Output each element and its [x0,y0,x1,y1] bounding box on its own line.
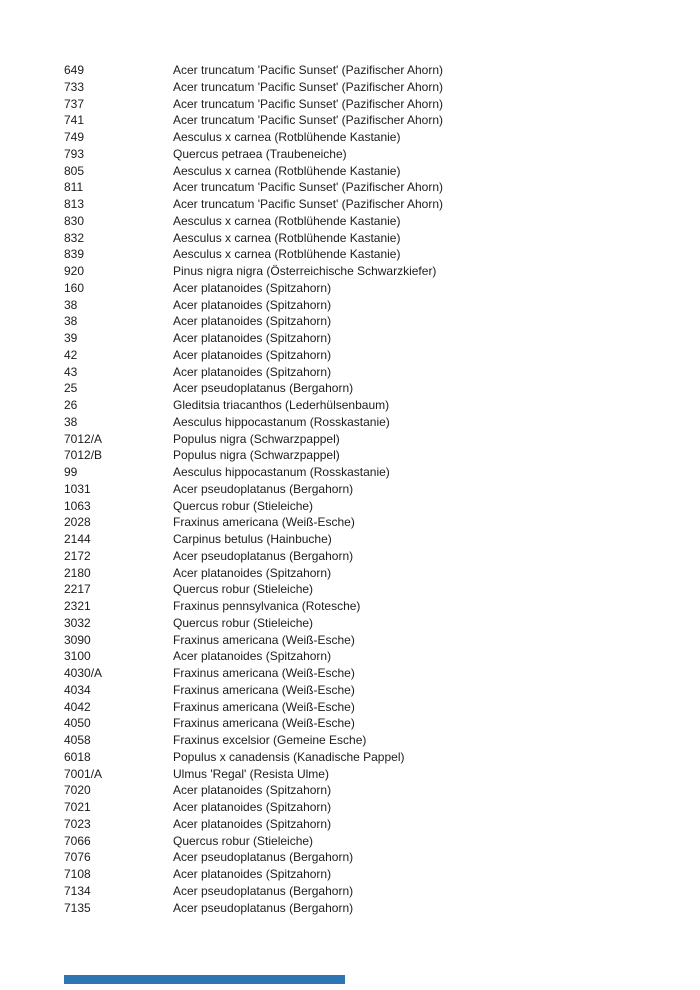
tree-species: Acer platanoides (Spitzahorn) [173,280,332,295]
tree-id: 4050 [64,716,91,731]
table-row [0,565,700,582]
tree-id: 811 [64,180,84,195]
tree-id: 813 [64,197,85,211]
tree-species: Acer pseudoplatanus (Bergahorn) [173,481,354,496]
tree-species: Quercus petraea (Traubeneiche) [173,146,347,161]
table-row [0,280,700,297]
tree-id: 26 [64,398,78,412]
tree-species: Acer platanoides (Spitzahorn) [173,867,332,881]
table-row [0,732,700,749]
tree-id: 830 [64,213,85,228]
tree-species: Acer platanoides (Spitzahorn) [173,331,332,345]
tree-id: 7021 [64,800,91,814]
tree-id: 7012/B [64,448,103,463]
tree-species: Aesculus x carnea (Rotblühende Kastanie) [173,230,401,245]
tree-id: 741 [64,113,85,128]
tree-id: 38 [64,314,78,329]
tree-species: Acer truncatum 'Pacific Sunset' (Pazifischer Ahorn) [173,180,444,195]
tree-id: 1031 [64,481,91,496]
tree-species: Fraxinus americana (Weiß-Esche) [173,716,355,731]
tree-species: Acer truncatum 'Pacific Sunset' (Pazifischer Ahorn) [173,79,444,94]
table-row [0,833,700,850]
table-row [0,632,700,649]
table-row [0,397,700,414]
tree-species: Fraxinus americana (Weiß-Esche) [173,515,355,530]
tree-species: Acer pseudoplatanus (Bergahorn) [173,381,354,396]
tree-id: 43 [64,364,78,379]
tree-id: 160 [64,280,85,295]
tree-species: Acer platanoides (Spitzahorn) [173,364,332,379]
table-row [0,498,700,515]
table-row [0,782,700,799]
tree-id: 7012/A [64,431,103,446]
tree-species: Carpinus betulus (Hainbuche) [173,532,332,546]
table-row [0,380,700,397]
tree-species: Aesculus x carnea (Rotblühende Kastanie) [173,247,401,262]
tree-species: Acer platanoides (Spitzahorn) [173,800,332,814]
tree-id: 920 [64,264,85,278]
tree-species: Quercus robur (Stieleiche) [173,833,314,848]
table-row [0,514,700,531]
table-row [0,699,700,716]
table-row [0,766,700,783]
tree-id: 2172 [64,548,91,563]
tree-id: 1063 [64,498,91,513]
table-row [0,581,700,598]
table-row [0,749,700,766]
table-row [0,313,700,330]
tree-species: Aesculus hippocastanum (Rosskastanie) [173,465,390,479]
tree-id: 7023 [64,816,91,831]
tree-id: 3032 [64,615,91,630]
tree-id: 6018 [64,749,91,764]
tree-species: Quercus robur (Stieleiche) [173,615,314,630]
tree-species: Acer truncatum 'Pacific Sunset' (Pazifischer Ahorn) [173,197,444,211]
table-row [0,816,700,833]
tree-species: Acer platanoides (Spitzahorn) [173,649,332,664]
tree-species: Fraxinus excelsior (Gemeine Esche) [173,733,367,747]
tree-id: 2028 [64,515,91,530]
tree-id: 42 [64,347,78,362]
table-row [0,179,700,196]
tree-id: 4058 [64,733,91,747]
tree-species: Fraxinus americana (Weiß-Esche) [173,632,355,647]
tree-id: 2180 [64,565,91,580]
tree-id: 38 [64,297,78,312]
table-row [0,598,700,615]
table-row [0,531,700,548]
tree-species: Acer platanoides (Spitzahorn) [173,783,332,798]
tree-species: Acer platanoides (Spitzahorn) [173,347,332,362]
table-row [0,196,700,213]
tree-species: Fraxinus americana (Weiß-Esche) [173,682,355,697]
tree-species: Quercus robur (Stieleiche) [173,582,314,597]
tree-species: Ulmus 'Regal' (Resista Ulme) [173,766,329,781]
tree-id: 7135 [64,900,91,915]
table-row [0,246,700,263]
table-row [0,414,700,431]
tree-species: Fraxinus americana (Weiß-Esche) [173,699,355,714]
table-row [0,364,700,381]
table-row [0,347,700,364]
tree-id: 832 [64,230,85,245]
table-row [0,129,700,146]
tree-id: 749 [64,130,85,144]
table-row [0,481,700,498]
tree-id: 4030/A [64,666,103,680]
tree-id: 7066 [64,833,91,848]
tree-species: Acer pseudoplatanus (Bergahorn) [173,850,354,865]
table-row [0,849,700,866]
table-row [0,648,700,665]
tree-species: Quercus robur (Stieleiche) [173,498,314,513]
tree-id: 4042 [64,699,91,714]
tree-id: 793 [64,146,85,161]
tree-species: Aesculus x carnea (Rotblühende Kastanie) [173,163,401,178]
table-row [0,112,700,129]
table-row [0,900,700,917]
bottom-blue-bar [64,975,345,984]
table-row [0,146,700,163]
tree-id: 7108 [64,867,91,881]
table-row [0,548,700,565]
table-row [0,447,700,464]
table-row [0,230,700,247]
tree-species: Aesculus x carnea (Rotblühende Kastanie) [173,213,401,228]
tree-id: 39 [64,331,78,345]
tree-id: 99 [64,465,78,479]
table-row [0,866,700,883]
table-row [0,213,700,230]
table-row [0,297,700,314]
table-row [0,715,700,732]
tree-species: Fraxinus pennsylvanica (Rotesche) [173,599,361,613]
table-row [0,96,700,113]
table-row [0,682,700,699]
tree-species: Acer pseudoplatanus (Bergahorn) [173,883,354,898]
table-row [0,163,700,180]
table-row [0,615,700,632]
tree-species: Populus nigra (Schwarzpappel) [173,431,340,446]
tree-list [0,62,700,916]
table-row [0,263,700,280]
tree-id: 7134 [64,883,91,898]
tree-id: 2144 [64,532,91,546]
table-row [0,883,700,900]
tree-species: Fraxinus americana (Weiß-Esche) [173,666,355,680]
tree-species: Acer platanoides (Spitzahorn) [173,565,332,580]
tree-species: Aesculus hippocastanum (Rosskastanie) [173,414,390,429]
tree-id: 3090 [64,632,91,647]
table-row [0,62,700,79]
tree-id: 649 [64,63,85,77]
tree-id: 3100 [64,649,91,664]
tree-id: 2321 [64,599,91,613]
tree-species: Acer truncatum 'Pacific Sunset' (Pazifischer Ahorn) [173,63,444,77]
tree-id: 839 [64,247,85,262]
tree-species: Populus nigra (Schwarzpappel) [173,448,340,463]
tree-species: Acer pseudoplatanus (Bergahorn) [173,548,354,563]
tree-species: Acer platanoides (Spitzahorn) [173,297,332,312]
tree-species: Gleditsia triacanthos (Lederhülsenbaum) [173,398,390,412]
tree-id: 25 [64,381,78,396]
table-row [0,330,700,347]
tree-species: Pinus nigra nigra (Österreichische Schwarzkiefer) [173,264,437,278]
table-row [0,799,700,816]
tree-id: 4034 [64,682,91,697]
tree-id: 2217 [64,582,91,597]
tree-species: Acer pseudoplatanus (Bergahorn) [173,900,354,915]
tree-id: 805 [64,163,85,178]
table-row [0,665,700,682]
tree-id: 7020 [64,783,91,798]
tree-id: 7076 [64,850,91,865]
tree-id: 7001/A [64,766,103,781]
tree-species: Populus x canadensis (Kanadische Pappel) [173,749,405,764]
tree-id: 737 [64,96,85,111]
tree-species: Acer truncatum 'Pacific Sunset' (Pazifischer Ahorn) [173,113,444,128]
table-row [0,79,700,96]
table-row [0,464,700,481]
tree-species: Aesculus x carnea (Rotblühende Kastanie) [173,130,401,144]
tree-species: Acer platanoides (Spitzahorn) [173,314,332,329]
tree-species: Acer truncatum 'Pacific Sunset' (Pazifischer Ahorn) [173,96,444,111]
table-row [0,431,700,448]
tree-id: 38 [64,414,78,429]
tree-species: Acer platanoides (Spitzahorn) [173,816,332,831]
tree-id: 733 [64,79,85,94]
